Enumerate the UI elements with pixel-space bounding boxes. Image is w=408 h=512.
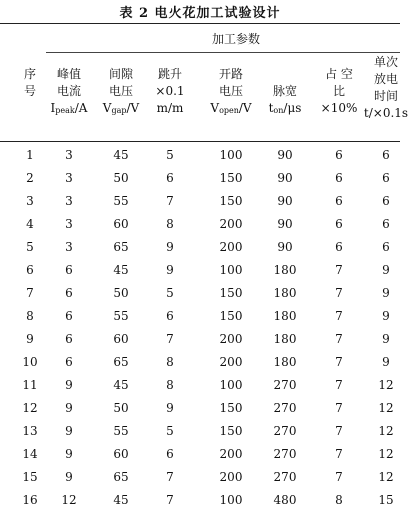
table-cell: 5 — [166, 148, 174, 162]
table-cell: 150 — [219, 309, 243, 323]
table-cell: 55 — [113, 424, 129, 438]
column-header-line: 峰值 — [56, 67, 82, 81]
column-header-line: 跳升 — [157, 67, 183, 81]
table-cell: 8 — [166, 378, 174, 392]
table-cell: 90 — [277, 217, 293, 231]
table-cell: 12 — [378, 401, 394, 415]
column-header-line: $V_{gap}/V$ — [102, 101, 140, 115]
table-cell: 6 — [65, 309, 73, 323]
table-cell: 3 — [65, 217, 73, 231]
table-cell: 12 — [61, 493, 77, 507]
column-header-line: $V_{open}/V$ — [210, 101, 252, 115]
table-cell: 200 — [219, 470, 243, 484]
table-cell: 14 — [22, 447, 38, 461]
table-cell: 6 — [166, 309, 174, 323]
table-cell: 200 — [219, 217, 243, 231]
table-cell: 5 — [166, 286, 174, 300]
table-cell: 7 — [335, 378, 343, 392]
column-header — [51, 66, 88, 119]
table-cell: 7 — [166, 470, 174, 484]
table-cell: 7 — [166, 194, 174, 208]
column-header-line: 电流 — [56, 84, 82, 98]
table-cell: 90 — [277, 194, 293, 208]
table-cell: 6 — [335, 240, 343, 254]
table-cell: 7 — [335, 355, 343, 369]
table-cell: 9 — [382, 355, 390, 369]
table-cell: 6 — [382, 217, 390, 231]
table-cell: 7 — [335, 286, 343, 300]
table-cell: 5 — [26, 240, 34, 254]
column-header-line: 号 — [23, 84, 37, 98]
table-cell: 8 — [26, 309, 34, 323]
table-cell: 7 — [335, 447, 343, 461]
table-cell: 3 — [65, 148, 73, 162]
table-cell: 12 — [378, 470, 394, 484]
table-cell: 60 — [113, 447, 129, 461]
table-cell: 6 — [335, 148, 343, 162]
table-cell: 7 — [335, 424, 343, 438]
table-cell: 200 — [219, 240, 243, 254]
table-cell: 7 — [335, 263, 343, 277]
table-cell: 8 — [166, 217, 174, 231]
column-header-line: $t_{on}/\mu s$ — [268, 101, 302, 115]
table-cell: 6 — [65, 332, 73, 346]
column-header-line: 间隙 — [108, 67, 133, 81]
table-cell: 12 — [378, 378, 394, 392]
table-cell: 9 — [65, 401, 73, 415]
column-header-line: ×10% — [320, 101, 358, 115]
table-cell: 270 — [273, 447, 297, 461]
table-cell: 6 — [166, 171, 174, 185]
table-cell: 270 — [273, 401, 297, 415]
table-cell: 7 — [335, 470, 343, 484]
table-cell: 480 — [273, 493, 297, 507]
table-cell: 3 — [26, 194, 34, 208]
table-cell: 180 — [273, 309, 297, 323]
table-cell: 180 — [273, 286, 297, 300]
table-cell: 180 — [273, 263, 297, 277]
table-cell: 60 — [113, 217, 129, 231]
column-header-line: m/m — [156, 101, 184, 115]
table-cell: 9 — [382, 263, 390, 277]
table-cell: 6 — [382, 194, 390, 208]
table-cell: 180 — [273, 332, 297, 346]
column-header — [210, 66, 251, 119]
column-header-line: 脉宽 — [272, 84, 298, 98]
table-cell: 1 — [26, 148, 34, 162]
table-cell: 7 — [26, 286, 34, 300]
table-cell: 6 — [26, 263, 34, 277]
table-cell: 55 — [113, 309, 129, 323]
table-cell: 11 — [22, 378, 38, 392]
column-header-line: 序 — [23, 67, 37, 81]
table-cell: 9 — [382, 332, 390, 346]
table-cell: 9 — [166, 263, 174, 277]
table-cell: 50 — [113, 401, 129, 415]
table-cell: 45 — [113, 493, 129, 507]
table-cell: 9 — [65, 470, 73, 484]
table-cell: 90 — [277, 171, 293, 185]
top-rule — [0, 23, 400, 24]
table-cell: 9 — [382, 286, 390, 300]
group-header: 加工参数 — [211, 32, 261, 46]
table-cell: 3 — [65, 194, 73, 208]
table-cell: 150 — [219, 171, 243, 185]
table-cell: 45 — [113, 263, 129, 277]
table-cell: 5 — [166, 424, 174, 438]
table-cell: 9 — [166, 240, 174, 254]
table-cell: 270 — [273, 424, 297, 438]
column-header — [269, 83, 302, 119]
table-cell: 100 — [219, 263, 243, 277]
table-cell: 6 — [65, 263, 73, 277]
column-header-line: 电压 — [218, 84, 243, 98]
table-cell: 45 — [113, 378, 129, 392]
column-header-line: 时间 — [373, 89, 399, 103]
table-cell: 6 — [65, 286, 73, 300]
table-cell: 270 — [273, 470, 297, 484]
column-header-line: 比 — [332, 84, 346, 98]
table-cell: 9 — [65, 447, 73, 461]
column-header-line: ×0.1 — [155, 84, 185, 98]
column-header — [155, 66, 184, 117]
table-cell: 6 — [382, 240, 390, 254]
column-header-line: 单次 — [373, 55, 399, 69]
table-cell: 7 — [335, 309, 343, 323]
table-cell: 12 — [378, 447, 394, 461]
table-cell: 6 — [382, 148, 390, 162]
table-cell: 100 — [219, 378, 243, 392]
table-cell: 200 — [219, 447, 243, 461]
group-rule — [46, 52, 400, 53]
table-cell: 200 — [219, 332, 243, 346]
table-cell: 90 — [277, 148, 293, 162]
table-cell: 9 — [382, 309, 390, 323]
table-cell: 60 — [113, 332, 129, 346]
column-header-line: 开路 — [218, 67, 243, 81]
table-cell: 7 — [166, 493, 174, 507]
column-header — [103, 66, 139, 119]
table-cell: 55 — [113, 194, 129, 208]
table-cell: 7 — [335, 401, 343, 415]
column-header-line: 放电 — [373, 72, 399, 86]
column-header-line: 占 空 — [325, 67, 353, 81]
table-cell: 12 — [22, 401, 38, 415]
table-cell: 50 — [113, 286, 129, 300]
column-header — [24, 66, 36, 100]
column-header-line: $I_{peak}/A$ — [50, 101, 88, 115]
column-header — [364, 54, 408, 122]
table-cell: 3 — [65, 240, 73, 254]
table-cell: 45 — [113, 148, 129, 162]
table-cell: 10 — [22, 355, 38, 369]
table-cell: 13 — [22, 424, 38, 438]
table-cell: 12 — [378, 424, 394, 438]
table-cell: 7 — [335, 332, 343, 346]
table-cell: 150 — [219, 286, 243, 300]
table-cell: 8 — [335, 493, 343, 507]
table-cell: 100 — [219, 148, 243, 162]
table-cell: 9 — [65, 424, 73, 438]
table-cell: 65 — [113, 470, 129, 484]
table-cell: 6 — [65, 355, 73, 369]
table-title: 表 2 电火花加工试验设计 — [119, 6, 281, 21]
table-cell: 8 — [166, 355, 174, 369]
table-cell: 2 — [26, 171, 34, 185]
table-cell: 6 — [382, 171, 390, 185]
table-cell: 100 — [219, 493, 243, 507]
table-cell: 200 — [219, 355, 243, 369]
table-cell: 65 — [113, 355, 129, 369]
table-cell: 6 — [335, 194, 343, 208]
table-cell: 15 — [378, 493, 394, 507]
table-cell: 6 — [335, 171, 343, 185]
table-cell: 50 — [113, 171, 129, 185]
header-rule — [0, 141, 400, 142]
table-cell: 3 — [65, 171, 73, 185]
table-cell: 16 — [22, 493, 38, 507]
table-cell: 270 — [273, 378, 297, 392]
table-cell: 180 — [273, 355, 297, 369]
column-header-line: t/×0.1s — [363, 106, 408, 120]
table-cell: 9 — [26, 332, 34, 346]
table-cell: 7 — [166, 332, 174, 346]
table-cell: 90 — [277, 240, 293, 254]
table-cell: 15 — [22, 470, 38, 484]
table-cell: 65 — [113, 240, 129, 254]
column-header-line: 电压 — [108, 84, 133, 98]
table-cell: 6 — [335, 217, 343, 231]
table-cell: 150 — [219, 424, 243, 438]
table-cell: 150 — [219, 401, 243, 415]
table-cell: 150 — [219, 194, 243, 208]
table-cell: 9 — [65, 378, 73, 392]
table-cell: 6 — [166, 447, 174, 461]
column-header — [321, 66, 358, 117]
table-cell: 9 — [166, 401, 174, 415]
table-cell: 4 — [26, 217, 34, 231]
